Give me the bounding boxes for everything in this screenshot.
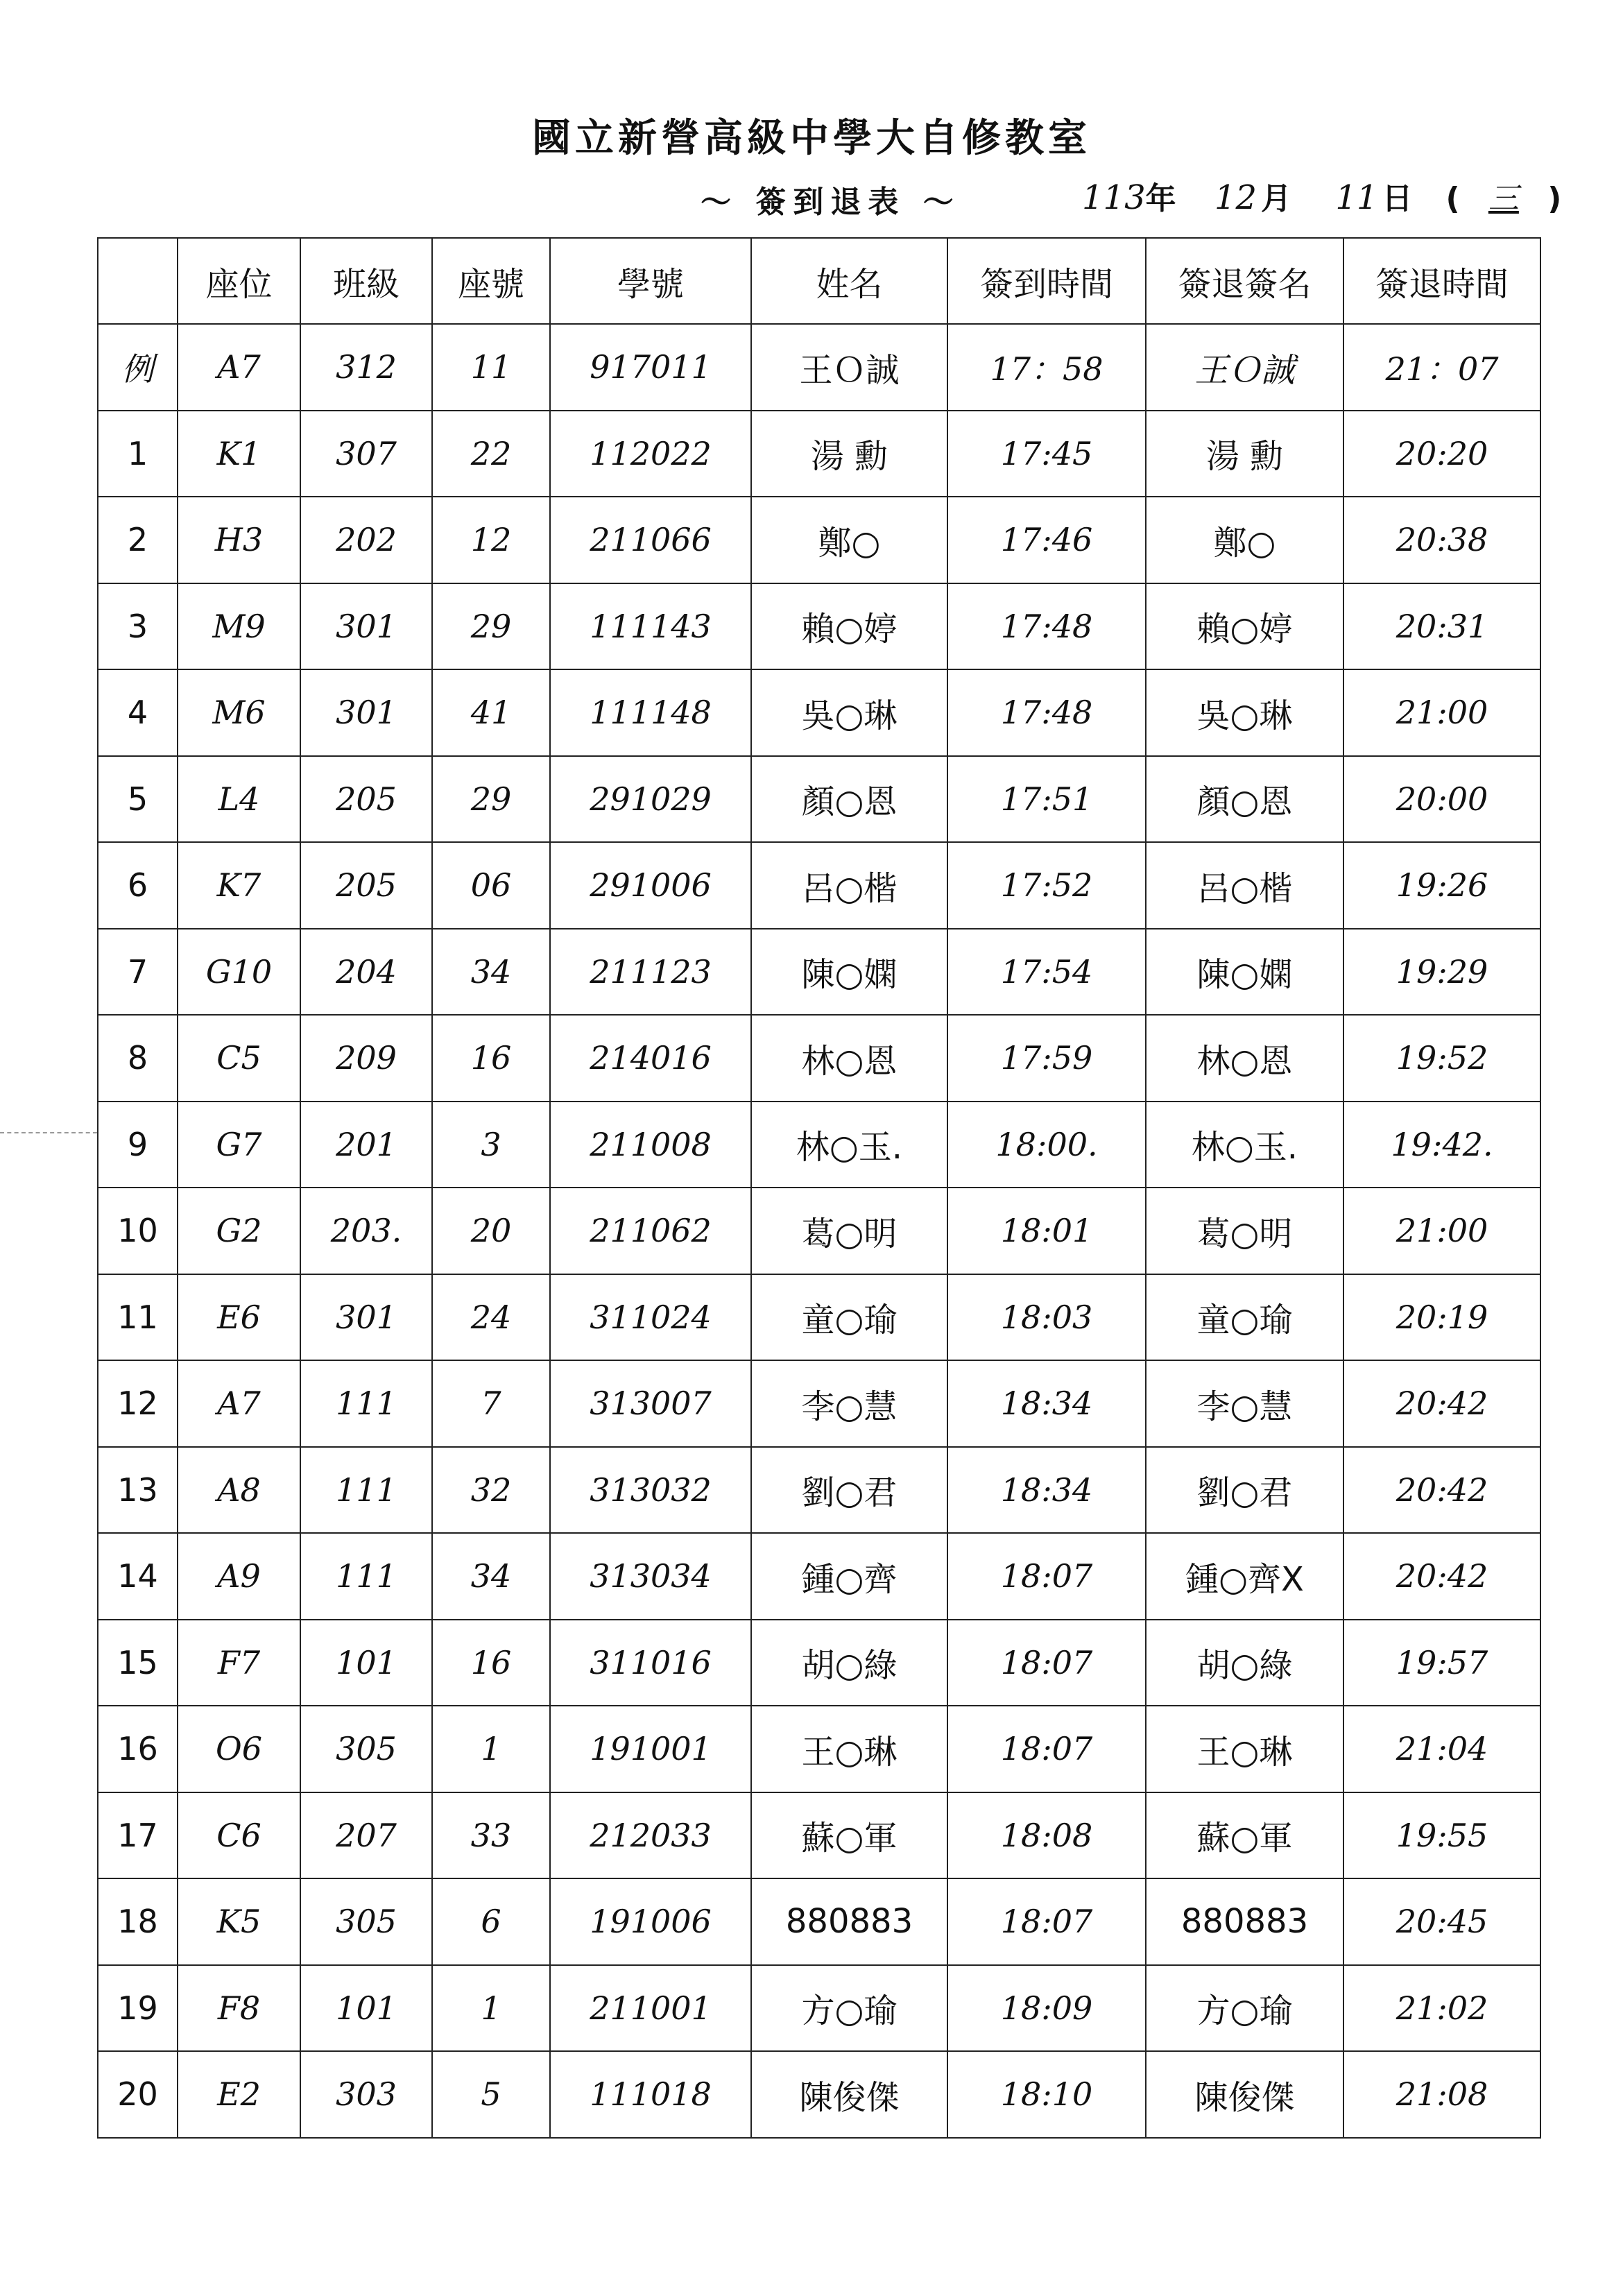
seat-no-cell: 24 [432, 1274, 550, 1361]
sign-out-name-cell: 林○恩 [1146, 1015, 1343, 1102]
seat-no-cell: 1 [432, 1965, 550, 2052]
sign-out-time-cell: 19:26 [1343, 842, 1540, 929]
sign-out-time-cell: 19:42. [1343, 1102, 1540, 1188]
seat-no-cell: 16 [432, 1620, 550, 1706]
sign-in-time-cell: 18:01 [947, 1188, 1146, 1274]
row-number: 19 [98, 1965, 178, 2052]
class-cell: 202 [300, 497, 432, 583]
sign-out-name-cell: 賴○婷 [1146, 583, 1343, 670]
seat-no-cell: 1 [432, 1706, 550, 1792]
seat-cell: H3 [178, 497, 300, 583]
seat-cell: A8 [178, 1447, 300, 1534]
seat-no-cell: 34 [432, 1533, 550, 1620]
student-id-cell: 212033 [550, 1792, 751, 1879]
sign-out-time-cell: 20:38 [1343, 497, 1540, 583]
row-number: 14 [98, 1533, 178, 1620]
student-id-cell: 111148 [550, 669, 751, 756]
seat-no-cell: 29 [432, 583, 550, 670]
row-number: 7 [98, 929, 178, 1016]
row-number: 11 [98, 1274, 178, 1361]
sign-out-name-cell: 童○瑜 [1146, 1274, 1343, 1361]
sign-out-time-cell: 19:52 [1343, 1015, 1540, 1102]
seat-cell: G7 [178, 1102, 300, 1188]
sign-out-name-cell: 陳俊傑 [1146, 2051, 1343, 2138]
col-header-sign-in-time: 簽到時間 [947, 238, 1146, 324]
name-cell: 陳俊傑 [751, 2051, 947, 2138]
sign-in-time-cell: 18:07 [947, 1706, 1146, 1792]
table-row [98, 1792, 1540, 1879]
name-cell: 吳○琳 [751, 669, 947, 756]
sign-out-time-cell: 21:02 [1343, 1965, 1540, 2052]
seat-no-cell: 7 [432, 1360, 550, 1447]
name-cell: 蘇○軍 [751, 1792, 947, 1879]
sign-in-time-cell: 18:00. [947, 1102, 1146, 1188]
student-id-cell: 211066 [550, 497, 751, 583]
sign-out-name-cell: 胡○綠 [1146, 1620, 1343, 1706]
sign-out-name-cell: 李○慧 [1146, 1360, 1343, 1447]
date-open-paren: ( [1445, 181, 1460, 216]
name-cell: 鍾○齊 [751, 1533, 947, 1620]
student-id-cell: 111143 [550, 583, 751, 670]
sign-out-name-cell: 王Ｏ誠 [1146, 324, 1343, 411]
sign-in-time-cell: 17:45 [947, 411, 1146, 497]
name-cell: 鄭○ [751, 497, 947, 583]
class-cell: 205 [300, 756, 432, 843]
seat-cell: K7 [178, 842, 300, 929]
student-id-cell: 291029 [550, 756, 751, 843]
seat-no-cell: 06 [432, 842, 550, 929]
seat-cell: M6 [178, 669, 300, 756]
name-cell: 湯 勳 [751, 411, 947, 497]
row-number: 17 [98, 1792, 178, 1879]
name-cell: 林○玉. [751, 1102, 947, 1188]
row-number: 13 [98, 1447, 178, 1534]
name-cell: 方○瑜 [751, 1965, 947, 2052]
col-header-sign-out-time: 簽退時間 [1343, 238, 1540, 324]
class-cell: 203. [300, 1188, 432, 1274]
form-title: 國立新營高級中學大自修教室 [532, 116, 1091, 161]
table-row [98, 669, 1540, 756]
name-cell: 賴○婷 [751, 583, 947, 670]
sign-out-time-cell: 20:45 [1343, 1878, 1540, 1965]
col-header-seat: 座位 [178, 238, 300, 324]
seat-cell: G10 [178, 929, 300, 1016]
date-weekday: 三 [1488, 181, 1519, 216]
sign-out-time-cell: 20:42 [1343, 1447, 1540, 1534]
seat-cell: E2 [178, 2051, 300, 2138]
seat-cell: O6 [178, 1706, 300, 1792]
seat-cell: A7 [178, 1360, 300, 1447]
sign-out-name-cell: 蘇○軍 [1146, 1792, 1343, 1879]
seat-no-cell: 5 [432, 2051, 550, 2138]
name-cell: 胡○綠 [751, 1620, 947, 1706]
name-cell: 劉○君 [751, 1447, 947, 1534]
row-number: 8 [98, 1015, 178, 1102]
sign-out-name-cell: 鍾○齊X [1146, 1533, 1343, 1620]
sign-in-time-cell: 17：58 [947, 324, 1146, 411]
class-cell: 312 [300, 324, 432, 411]
sign-out-name-cell: 方○瑜 [1146, 1965, 1343, 2052]
sign-in-time-cell: 18:09 [947, 1965, 1146, 2052]
sign-in-time-cell: 17:52 [947, 842, 1146, 929]
table-row [98, 1706, 1540, 1792]
sign-out-name-cell: 陳○嫻 [1146, 929, 1343, 1016]
sign-in-time-cell: 17:54 [947, 929, 1146, 1016]
seat-no-cell: 22 [432, 411, 550, 497]
class-cell: 111 [300, 1447, 432, 1534]
seat-cell: F7 [178, 1620, 300, 1706]
row-number: 4 [98, 669, 178, 756]
row-number: 15 [98, 1620, 178, 1706]
student-id-cell: 917011 [550, 324, 751, 411]
col-header-number [98, 238, 178, 324]
class-cell: 305 [300, 1706, 432, 1792]
seat-no-cell: 32 [432, 1447, 550, 1534]
class-cell: 301 [300, 1274, 432, 1361]
sign-out-time-cell: 21:08 [1343, 2051, 1540, 2138]
sign-out-time-cell: 20:19 [1343, 1274, 1540, 1361]
sign-in-time-cell: 18:07 [947, 1620, 1146, 1706]
table-row [98, 583, 1540, 670]
student-id-cell: 211001 [550, 1965, 751, 2052]
sign-in-time-cell: 17:51 [947, 756, 1146, 843]
class-cell: 301 [300, 583, 432, 670]
date-year-unit: 年 [1145, 181, 1176, 216]
seat-no-cell: 41 [432, 669, 550, 756]
class-cell: 201 [300, 1102, 432, 1188]
fold-mark [0, 1132, 97, 1133]
sign-in-time-cell: 17:46 [947, 497, 1146, 583]
name-cell: 陳○嫻 [751, 929, 947, 1016]
row-number: 5 [98, 756, 178, 843]
sign-in-time-cell: 18:07 [947, 1878, 1146, 1965]
table-row [98, 1620, 1540, 1706]
sign-out-time-cell: 20:42 [1343, 1360, 1540, 1447]
seat-no-cell: 29 [432, 756, 550, 843]
row-number: 9 [98, 1102, 178, 1188]
sign-out-time-cell: 20:42 [1343, 1533, 1540, 1620]
seat-cell: G2 [178, 1188, 300, 1274]
sign-out-name-cell: 呂○楷 [1146, 842, 1343, 929]
seat-no-cell: 33 [432, 1792, 550, 1879]
sign-in-time-cell: 18:34 [947, 1447, 1146, 1534]
row-number: 例 [98, 324, 178, 411]
sign-out-time-cell: 20:31 [1343, 583, 1540, 670]
col-header-student-id: 學號 [550, 238, 751, 324]
student-id-cell: 111018 [550, 2051, 751, 2138]
name-cell: 李○慧 [751, 1360, 947, 1447]
sign-out-time-cell: 21:00 [1343, 669, 1540, 756]
table-row [98, 2051, 1540, 2138]
sign-out-name-cell: 劉○君 [1146, 1447, 1343, 1534]
date-close-paren: ) [1547, 181, 1562, 216]
sign-out-name-cell: 鄭○ [1146, 497, 1343, 583]
student-id-cell: 211123 [550, 929, 751, 1016]
table-row [98, 1447, 1540, 1534]
row-number: 16 [98, 1706, 178, 1792]
sign-out-time-cell: 21:00 [1343, 1188, 1540, 1274]
date-year: 113 [1082, 178, 1146, 217]
class-cell: 207 [300, 1792, 432, 1879]
class-cell: 205 [300, 842, 432, 929]
sign-in-time-cell: 18:03 [947, 1274, 1146, 1361]
sign-in-time-cell: 18:10 [947, 2051, 1146, 2138]
seat-cell: M9 [178, 583, 300, 670]
class-cell: 307 [300, 411, 432, 497]
sign-in-time-cell: 18:07 [947, 1533, 1146, 1620]
student-id-cell: 191006 [550, 1878, 751, 1965]
student-id-cell: 313032 [550, 1447, 751, 1534]
table-row [98, 1188, 1540, 1274]
table-row [98, 1360, 1540, 1447]
seat-no-cell: 20 [432, 1188, 550, 1274]
sign-out-name-cell: 湯 勳 [1146, 411, 1343, 497]
student-id-cell: 112022 [550, 411, 751, 497]
student-id-cell: 291006 [550, 842, 751, 929]
student-id-cell: 313007 [550, 1360, 751, 1447]
student-id-cell: 211062 [550, 1188, 751, 1274]
sign-out-name-cell: 顏○恩 [1146, 756, 1343, 843]
col-header-seat-no: 座號 [432, 238, 550, 324]
class-cell: 209 [300, 1015, 432, 1102]
header-row [98, 238, 1540, 324]
sign-in-time-cell: 18:34 [947, 1360, 1146, 1447]
date-month: 12 [1214, 178, 1257, 217]
row-number: 12 [98, 1360, 178, 1447]
table-row [98, 1533, 1540, 1620]
date-day-unit: 日 [1382, 181, 1413, 216]
table-row [98, 1965, 1540, 2052]
row-number: 10 [98, 1188, 178, 1274]
table-row [98, 1878, 1540, 1965]
sign-out-name-cell: 880883 [1146, 1878, 1343, 1965]
seat-no-cell: 12 [432, 497, 550, 583]
form-date [1082, 173, 1561, 218]
seat-no-cell: 34 [432, 929, 550, 1016]
sign-in-table [97, 237, 1541, 2139]
seat-no-cell: 16 [432, 1015, 550, 1102]
seat-cell: F8 [178, 1965, 300, 2052]
row-number: 20 [98, 2051, 178, 2138]
sign-out-name-cell: 葛○明 [1146, 1188, 1343, 1274]
sign-out-time-cell: 20:20 [1343, 411, 1540, 497]
name-cell: 童○瑜 [751, 1274, 947, 1361]
seat-cell: L4 [178, 756, 300, 843]
sign-in-time-cell: 18:08 [947, 1792, 1146, 1879]
table-row [98, 756, 1540, 843]
student-id-cell: 311024 [550, 1274, 751, 1361]
form-subtitle: ～ 簽到退表 ～ [701, 185, 961, 220]
table-row [98, 497, 1540, 583]
sign-in-time-cell: 17:59 [947, 1015, 1146, 1102]
name-cell: 顏○恩 [751, 756, 947, 843]
sign-out-time-cell: 19:55 [1343, 1792, 1540, 1879]
name-cell: 林○恩 [751, 1015, 947, 1102]
sign-out-name-cell: 王○琳 [1146, 1706, 1343, 1792]
class-cell: 101 [300, 1965, 432, 2052]
seat-cell: K5 [178, 1878, 300, 1965]
student-id-cell: 311016 [550, 1620, 751, 1706]
class-cell: 204 [300, 929, 432, 1016]
class-cell: 111 [300, 1533, 432, 1620]
row-number: 2 [98, 497, 178, 583]
sign-out-time-cell: 21：07 [1343, 324, 1540, 411]
table-row [98, 411, 1540, 497]
class-cell: 111 [300, 1360, 432, 1447]
student-id-cell: 211008 [550, 1102, 751, 1188]
row-number: 18 [98, 1878, 178, 1965]
sign-in-time-cell: 17:48 [947, 583, 1146, 670]
example-row [98, 324, 1540, 411]
class-cell: 301 [300, 669, 432, 756]
class-cell: 303 [300, 2051, 432, 2138]
sign-in-time-cell: 17:48 [947, 669, 1146, 756]
table-row [98, 1102, 1540, 1188]
sign-out-time-cell: 19:29 [1343, 929, 1540, 1016]
seat-cell: A9 [178, 1533, 300, 1620]
date-month-unit: 月 [1261, 181, 1292, 216]
student-id-cell: 191001 [550, 1706, 751, 1792]
sign-out-name-cell: 林○玉. [1146, 1102, 1343, 1188]
seat-no-cell: 11 [432, 324, 550, 411]
sign-out-time-cell: 20:00 [1343, 756, 1540, 843]
date-day: 11 [1335, 178, 1378, 217]
table-body [98, 324, 1540, 2138]
sign-out-time-cell: 19:57 [1343, 1620, 1540, 1706]
col-header-class: 班級 [300, 238, 432, 324]
table-row [98, 1274, 1540, 1361]
sign-out-time-cell: 21:04 [1343, 1706, 1540, 1792]
class-cell: 101 [300, 1620, 432, 1706]
name-cell: 呂○楷 [751, 842, 947, 929]
seat-cell: C5 [178, 1015, 300, 1102]
student-id-cell: 214016 [550, 1015, 751, 1102]
table-row [98, 1015, 1540, 1102]
seat-cell: K1 [178, 411, 300, 497]
col-header-sign-out-name: 簽退簽名 [1146, 238, 1343, 324]
table-row [98, 842, 1540, 929]
student-id-cell: 313034 [550, 1533, 751, 1620]
name-cell: 880883 [751, 1878, 947, 1965]
row-number: 1 [98, 411, 178, 497]
row-number: 3 [98, 583, 178, 670]
name-cell: 王○琳 [751, 1706, 947, 1792]
seat-no-cell: 6 [432, 1878, 550, 1965]
seat-no-cell: 3 [432, 1102, 550, 1188]
sign-out-name-cell: 吳○琳 [1146, 669, 1343, 756]
col-header-name: 姓名 [751, 238, 947, 324]
table-row [98, 929, 1540, 1016]
row-number: 6 [98, 842, 178, 929]
seat-cell: A7 [178, 324, 300, 411]
seat-cell: E6 [178, 1274, 300, 1361]
seat-cell: C6 [178, 1792, 300, 1879]
class-cell: 305 [300, 1878, 432, 1965]
name-cell: 葛○明 [751, 1188, 947, 1274]
name-cell: 王Ｏ誠 [751, 324, 947, 411]
